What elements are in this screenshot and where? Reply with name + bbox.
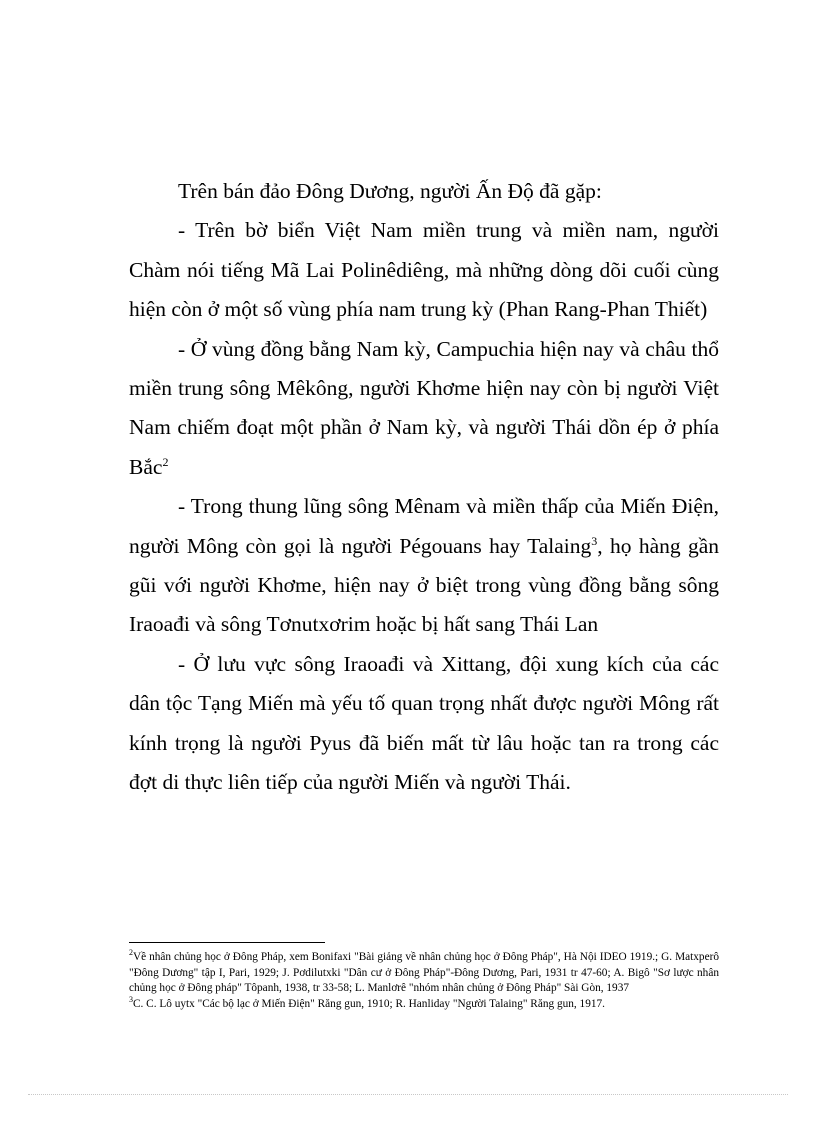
paragraph-cham: - Trên bờ biển Việt Nam miền trung và miền nam, người Chàm nói tiếng Mã Lai Polinêdiêng, mà những dòng dõi cuối cùng hiện còn ở một số vùng phía nam trung kỳ (Phan Rang-Phan Thiết)	[129, 218, 719, 322]
footnote-3-text: C. C. Lô uytx "Các bộ lạc ở Miến Điện" Răng gun, 1910; R. Hanliday "Người Talaing" Răng gun, 1917.	[133, 997, 605, 1010]
paragraph-khmer	[129, 330, 719, 488]
paragraph-mon-text-b: , họ hàng gần gũi với người Khơme, hiện nay ở biệt trong vùng đồng bằng sông Iraoađi và sông Tơnutxơrim hoặc bị hất sang Thái Lan	[129, 533, 719, 637]
footnote-3	[129, 994, 719, 1013]
paragraph-khmer-text: - Ở vùng đồng bằng Nam kỳ, Campuchia hiện nay và châu thổ miền trung sông Mêkông, người Khơme hiện nay còn bị người Việt Nam chiếm đoạt một phần ở Nam kỳ, và người Thái dồn ép ở phía Bắc	[129, 336, 719, 479]
paragraph-pyus: - Ở lưu vực sông Iraoađi và Xittang, đội xung kích của các dân tộc Tạng Miến mà yếu tố quan trọng nhất được người Mông rất kính trọng là người Pyus đã biến mất từ lâu hoặc tan ra trong các đợt di thực liên tiếp của người Miến và người Thái.	[129, 651, 719, 795]
footnotes	[129, 950, 719, 1012]
footnote-separator	[129, 942, 325, 943]
footnote-2-number: 2	[129, 948, 133, 958]
footnote-2	[129, 950, 719, 997]
page-bottom-divider	[28, 1094, 788, 1095]
footnote-2-text: Về nhân chủng học ở Đông Pháp, xem Bonifaxi "Bài giảng về nhân chủng học ở Đông Pháp", Hà Nội IDEO 1919.; G. Matxperô "Đông Dương" tập I, Pari, 1929; J. Pơdilutxki "Dân cư ở Đông Pháp"-Đông Dương, Pari, 1931 tr 47-60; A. Bigô "Sơ lược nhân chủng học ở Đông pháp" Tôpanh, 1938, tr 33-58; L. Manlơrê "nhóm nhân chủng ở Đông Pháp" Sài Gòn, 1937	[129, 951, 719, 994]
paragraph-mon	[129, 487, 719, 645]
paragraph-mon-text-a: - Trong thung lũng sông Mênam và miền thấp của Miến Điện, người Mông còn gọi là người Pégouans hay Talaing	[129, 494, 719, 558]
footnote-ref-2[interactable]: 2	[162, 454, 169, 469]
intro-paragraph: Trên bán đảo Đông Dương, người Ấn Độ đã gặp:	[178, 179, 602, 203]
body-text	[129, 172, 719, 803]
footnote-ref-3[interactable]: 3	[591, 533, 598, 548]
footnote-3-number: 3	[129, 994, 133, 1004]
